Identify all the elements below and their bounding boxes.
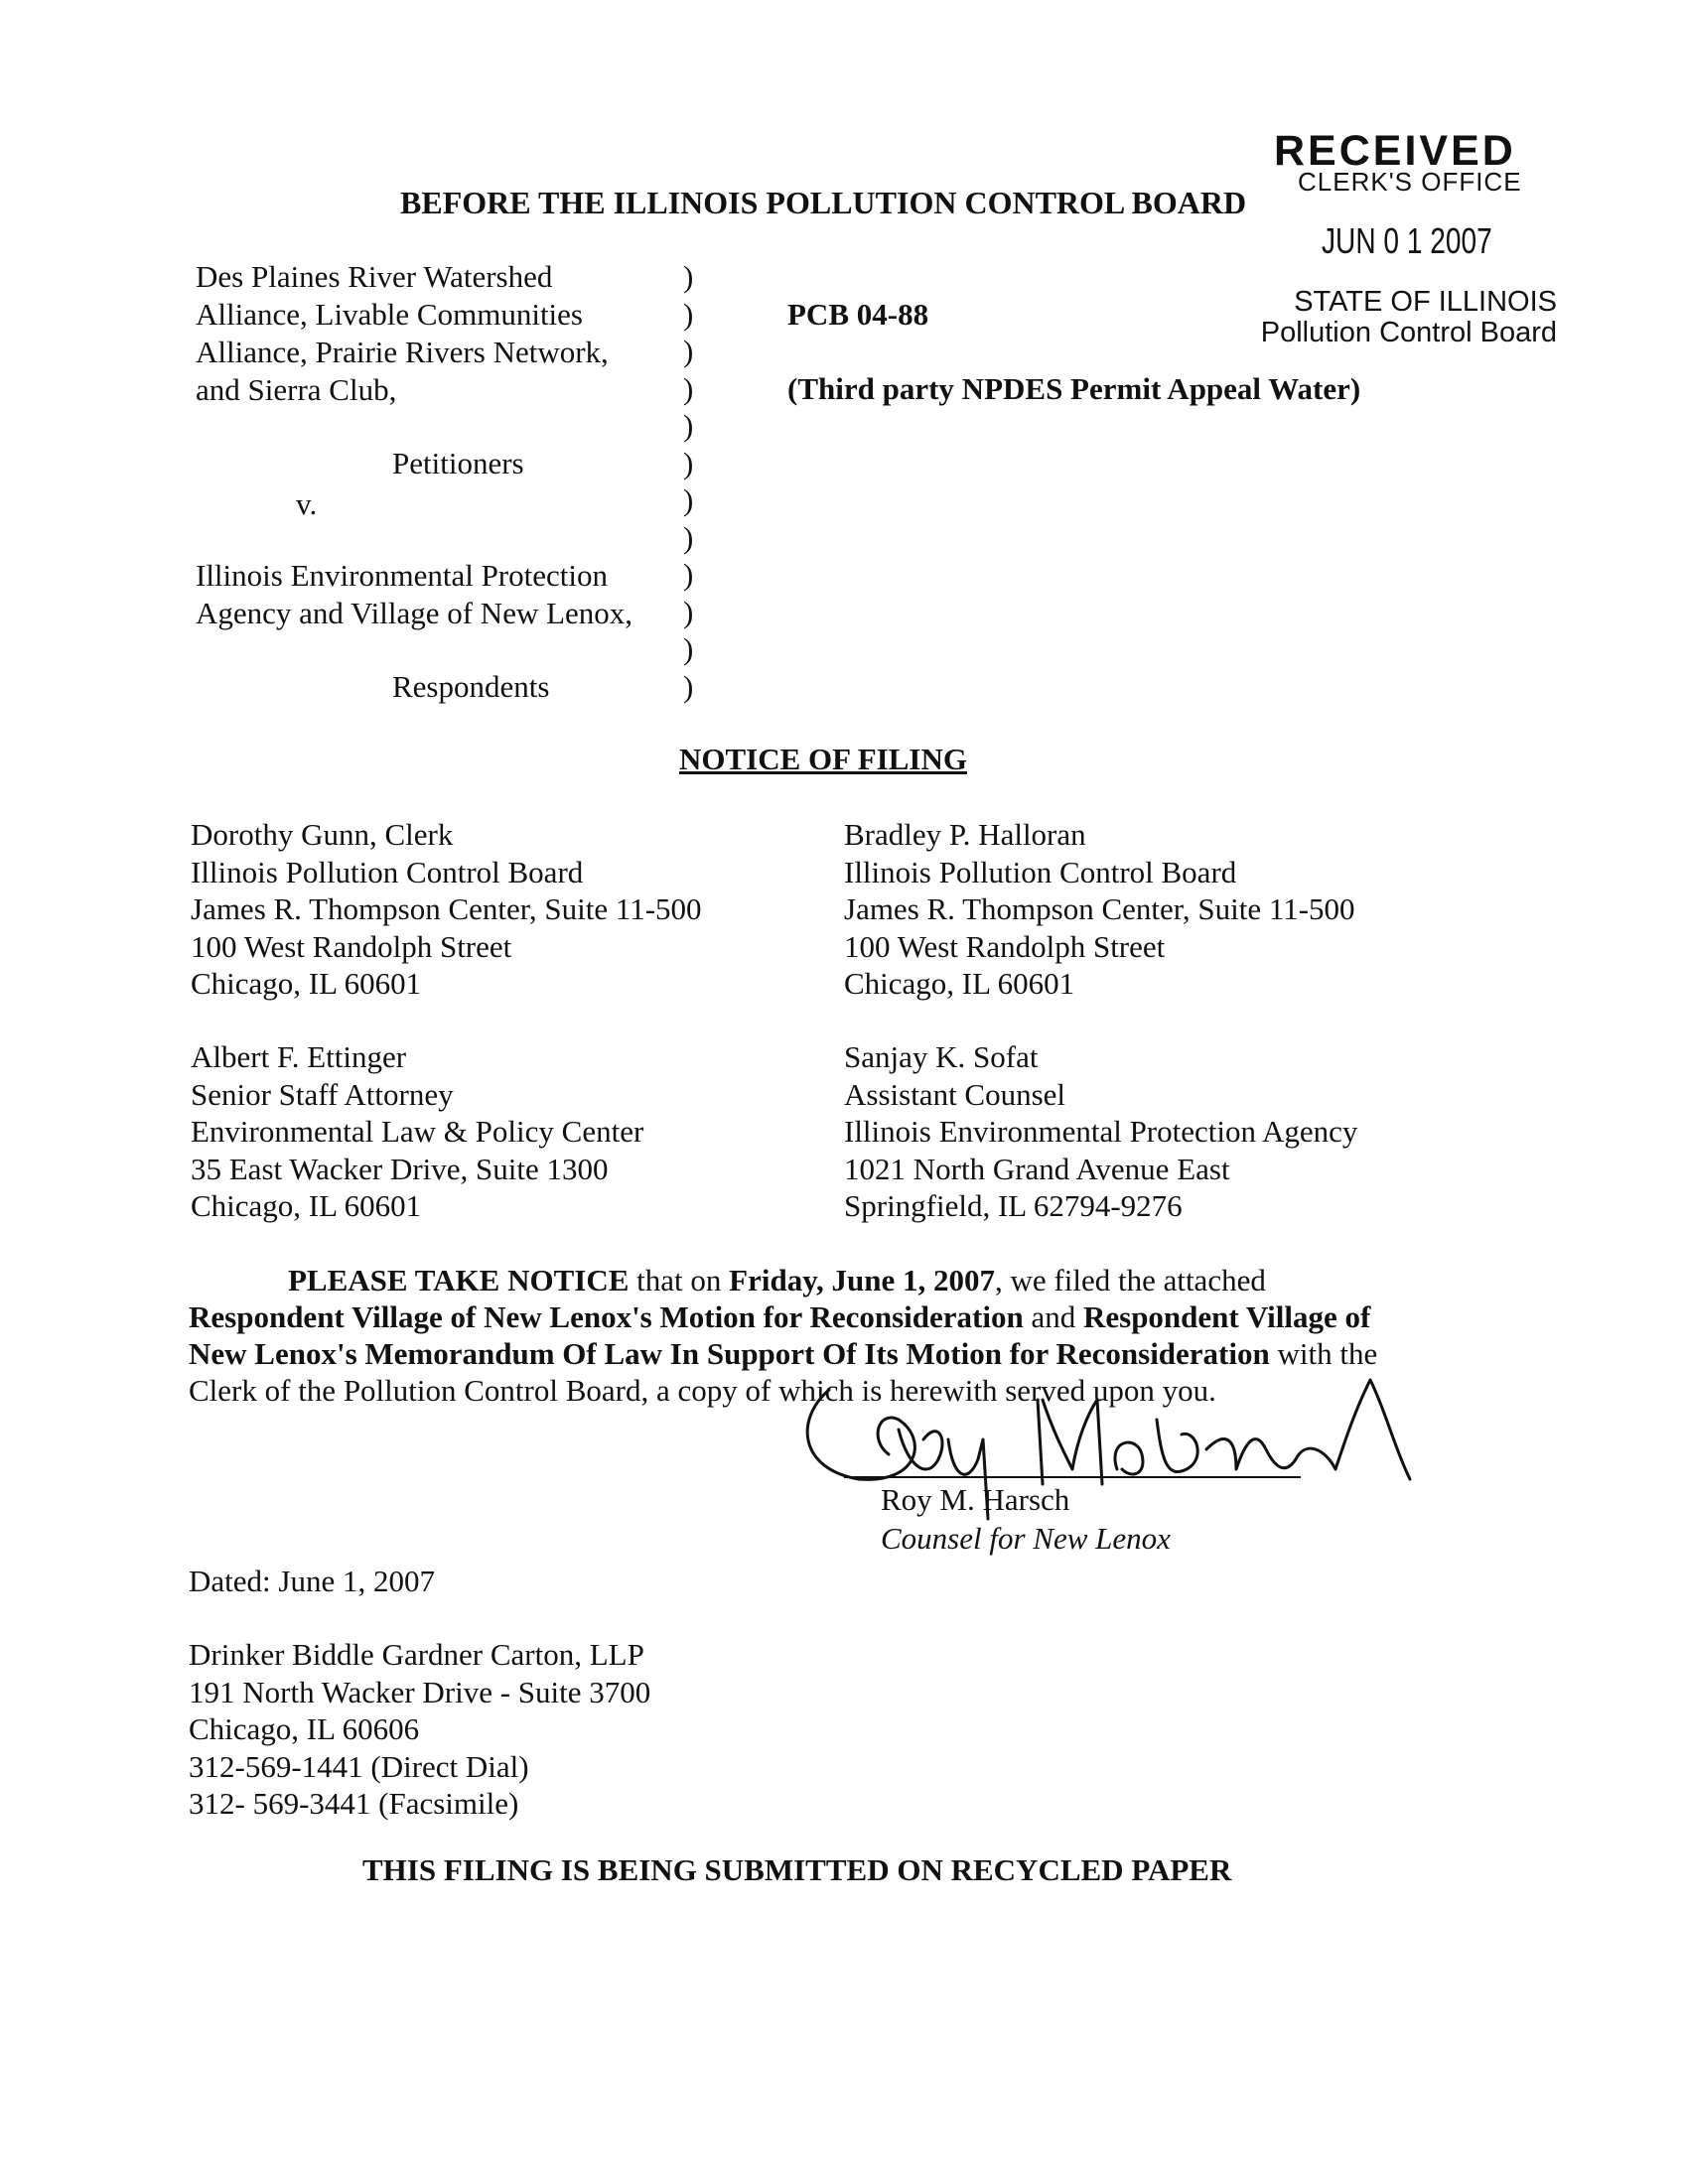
address-line: Senior Staff Attorney (191, 1076, 454, 1112)
address-line: Dorothy Gunn, Clerk (191, 817, 454, 852)
service-party-clerk (191, 816, 702, 1003)
paren: ) (683, 334, 694, 368)
received-stamp-agency (1261, 287, 1557, 348)
petitioner-line: Alliance, Livable Communities (196, 297, 583, 332)
service-party-elpc (191, 1038, 643, 1225)
received-stamp-date: JUN 0 1 2007 (1322, 220, 1492, 261)
address-line: Illinois Pollution Control Board (844, 854, 1237, 889)
firm-fax: 312- 569-3441 (Facsimile) (189, 1786, 519, 1821)
case-type: (Third party NPDES Permit Appeal Water) (787, 371, 1361, 406)
paren: ) (683, 668, 694, 704)
respondent-line: Illinois Environmental Protection (196, 558, 608, 593)
case-number: PCB 04-88 (787, 297, 929, 332)
address-line: Chicago, IL 60601 (191, 1188, 422, 1223)
notice-text: with the (1269, 1336, 1378, 1371)
caption-petitioners (196, 258, 609, 409)
firm-address-line: Chicago, IL 60606 (189, 1711, 420, 1746)
firm-phone: 312-569-1441 (Direct Dial) (189, 1748, 529, 1784)
address-line: Environmental Law & Policy Center (191, 1114, 644, 1149)
paren: ) (683, 370, 694, 406)
respondent-line: Agency and Village of New Lenox, (196, 596, 633, 630)
paren: ) (683, 557, 694, 592)
signature-line (844, 1476, 1301, 1478)
stamp-state-line: STATE OF ILLINOIS (1294, 286, 1557, 318)
petitioner-line: Des Plaines River Watershed (196, 259, 553, 294)
recycled-paper-footer: THIS FILING IS BEING SUBMITTED ON RECYCLED PAPER (362, 1852, 1232, 1887)
paren: ) (683, 259, 694, 294)
petitioner-line: and Sierra Club, (196, 372, 397, 407)
notice-text: that on (629, 1263, 730, 1297)
address-line: 100 West Randolph Street (191, 928, 512, 964)
address-line: Illinois Pollution Control Board (191, 854, 584, 889)
memorandum-title-end: New Lenox's Memorandum Of Law In Support Of Its Motion for Reconsideration (189, 1336, 1270, 1371)
address-line: James R. Thompson Center, Suite 11-500 (191, 891, 702, 926)
paren: ) (683, 296, 694, 332)
service-party-iepa (844, 1038, 1357, 1225)
firm-name: Drinker Biddle Gardner Carton, LLP (189, 1637, 644, 1672)
dated-line: Dated: June 1, 2007 (189, 1564, 435, 1598)
service-party-hearing-officer (844, 816, 1355, 1003)
notice-lead: PLEASE TAKE NOTICE (288, 1263, 630, 1297)
paren: ) (683, 482, 694, 517)
address-line: Bradley P. Halloran (844, 817, 1086, 852)
notice-title: NOTICE OF FILING (679, 742, 967, 776)
address-line: 100 West Randolph Street (844, 928, 1166, 964)
caption-respondents (196, 557, 632, 632)
paren: ) (683, 594, 694, 629)
address-line: Sanjay K. Sofat (844, 1039, 1039, 1074)
paren: ) (683, 408, 694, 443)
paren: ) (683, 519, 694, 555)
signer-role: Counsel for New Lenox (881, 1521, 1171, 1556)
motion-title: Respondent Village of New Lenox's Motion for Reconsideration (189, 1299, 1024, 1334)
received-stamp-office: CLERK'S OFFICE (1298, 167, 1522, 197)
petitioner-line: Alliance, Prairie Rivers Network, (196, 335, 609, 369)
address-line: James R. Thompson Center, Suite 11-500 (844, 891, 1355, 926)
notice-line-2 (189, 1298, 1370, 1336)
paren: ) (683, 631, 694, 666)
respondents-label: Respondents (392, 669, 550, 704)
firm-block (189, 1636, 650, 1823)
address-line: Chicago, IL 60601 (191, 966, 422, 1001)
memorandum-title-start: Respondent Village of (1082, 1299, 1371, 1334)
signer-name: Roy M. Harsch (881, 1482, 1070, 1517)
paren: ) (683, 445, 694, 480)
notice-text: and (1023, 1299, 1083, 1334)
received-stamp-title: RECEIVED (1274, 127, 1516, 175)
petitioners-label: Petitioners (392, 446, 524, 480)
address-line: Albert F. Ettinger (191, 1039, 407, 1074)
notice-text: , we filed the attached (995, 1263, 1266, 1297)
address-line: Springfield, IL 62794-9276 (844, 1188, 1183, 1223)
address-line: Assistant Counsel (844, 1076, 1066, 1112)
address-line: Illinois Environmental Protection Agency (844, 1114, 1358, 1149)
address-line: 35 East Wacker Drive, Suite 1300 (191, 1151, 609, 1186)
address-line: 1021 North Grand Avenue East (844, 1151, 1230, 1186)
page-title: BEFORE THE ILLINOIS POLLUTION CONTROL BOARD (400, 185, 1247, 220)
address-line: Chicago, IL 60601 (844, 966, 1075, 1001)
notice-line-1 (288, 1262, 1266, 1299)
notice-line-4: Clerk of the Pollution Control Board, a copy of which is herewith served upon you. (189, 1373, 1216, 1408)
caption-paren-column (683, 258, 693, 705)
firm-address-line: 191 North Wacker Drive - Suite 3700 (189, 1674, 651, 1709)
notice-date: Friday, June 1, 2007 (729, 1263, 995, 1297)
stamp-board-line: Pollution Control Board (1260, 317, 1557, 348)
versus-label: v. (296, 486, 318, 521)
